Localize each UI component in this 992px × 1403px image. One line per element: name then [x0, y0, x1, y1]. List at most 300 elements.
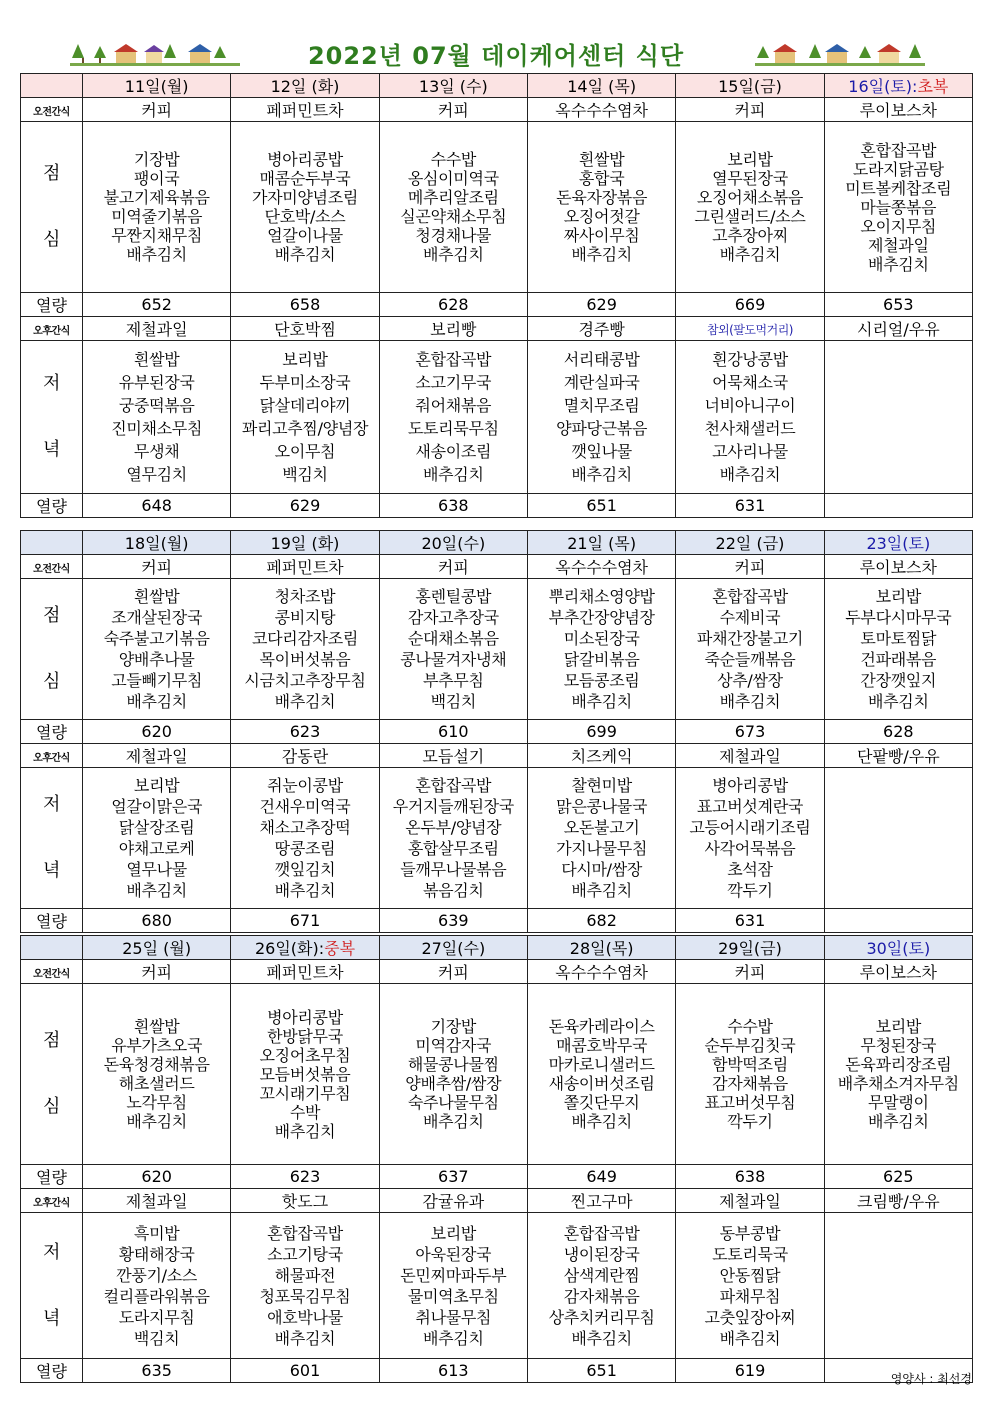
menu-item: 오징어초무침	[259, 1045, 351, 1065]
snack-text: 커피	[141, 101, 173, 120]
calories-label	[21, 494, 83, 518]
menu-item: 배추김치	[719, 245, 781, 264]
snack-text: 제철과일	[719, 747, 781, 766]
calories-cell	[527, 494, 675, 518]
menu-item: 병아리콩밥	[267, 150, 343, 169]
label-char: 점	[42, 605, 61, 626]
menu-item: 새송이조림	[415, 442, 492, 461]
label-char: 저	[42, 794, 61, 815]
dinner-calories-row	[21, 1359, 973, 1383]
snack-text: 제철과일	[125, 747, 188, 766]
lunch-menu-cell	[231, 579, 379, 720]
menu-item: 미소된장국	[563, 629, 640, 648]
date-cell	[231, 531, 379, 555]
snack-text: 페퍼민트차	[266, 558, 344, 577]
row-label: 열량	[36, 912, 67, 931]
menu-item: 배추김치	[274, 881, 336, 900]
calories-cell	[379, 293, 527, 317]
row-label: 열량	[36, 723, 67, 742]
menu-item: 감자고추장국	[407, 608, 499, 627]
calories-cell	[676, 1359, 824, 1383]
menu-item: 다시마/쌈장	[561, 860, 643, 879]
calories-cell	[231, 720, 379, 744]
morning-snack-cell	[231, 98, 379, 122]
menu-item: 맑은콩나물국	[556, 797, 648, 816]
menu-item: 오징어채소볶음	[696, 188, 804, 207]
menu-item: 마카로니샐러드	[548, 1055, 655, 1074]
afternoon-snack-cell	[676, 744, 824, 768]
afternoon-snack-row	[21, 1189, 973, 1213]
menu-item: 배추김치	[719, 465, 781, 484]
menu-item: 배추김치	[571, 1112, 632, 1131]
menu-item: 새송이버섯조림	[548, 1074, 655, 1093]
menu-item: 홍합국	[578, 169, 625, 188]
dinner-label-text	[21, 375, 82, 459]
calories-value: 631	[734, 911, 766, 930]
menu-item: 수박	[289, 1102, 321, 1122]
menu-item: 숙주불고기볶음	[103, 629, 210, 648]
menu-item: 배추김치	[868, 254, 929, 274]
calories-cell	[824, 720, 972, 744]
lunch-label	[21, 984, 83, 1165]
row-label: 오전간식	[33, 564, 70, 575]
menu-item: 순두부김칫국	[704, 1036, 796, 1055]
lunch-menu-cell	[676, 579, 824, 720]
snack-text: 페퍼민트차	[266, 963, 344, 982]
calories-cell	[676, 1165, 824, 1189]
dinner-menu-cell	[824, 768, 972, 909]
snack-text: 참외(팔도먹거리)	[706, 323, 793, 337]
date-cell	[83, 531, 231, 555]
dinner-row	[21, 1213, 973, 1359]
calories-value: 671	[289, 911, 321, 930]
menu-item: 팽이국	[133, 169, 180, 188]
menu-item: 우거지들깨된장국	[392, 797, 514, 816]
snack-text: 크림빵/우유	[856, 1192, 940, 1211]
menu-item: 흰쌀밥	[133, 587, 180, 606]
menu-item: 배추채소겨자무침	[837, 1074, 959, 1093]
menu-item: 닭갈비볶음	[563, 650, 640, 669]
date-label: 16일(토):	[848, 77, 918, 96]
snack-text: 감귤유과	[422, 1192, 485, 1211]
menu-item: 얼갈이나물	[267, 226, 343, 245]
label-char: 점	[42, 1030, 61, 1051]
dinner-label	[21, 768, 83, 909]
calories-value: 623	[289, 722, 321, 741]
menu-item: 홍렌틸콩밥	[415, 587, 492, 606]
lunch-menu-cell	[527, 122, 675, 293]
menu-item: 두부다시마무국	[845, 608, 952, 627]
label-char: 심	[42, 671, 61, 692]
calories-cell	[379, 1359, 527, 1383]
corner-cell	[21, 936, 83, 960]
calories-value: 648	[141, 496, 172, 515]
label-char: 저	[42, 1241, 61, 1263]
menu-item: 미역줄기볶음	[111, 207, 203, 226]
calories-value: 625	[883, 1167, 914, 1186]
menu-item: 옹심이미역국	[407, 169, 499, 188]
snack-text: 제철과일	[125, 320, 188, 339]
morning-snack-cell	[83, 98, 231, 122]
afternoon-snack-cell	[231, 744, 379, 768]
label-char: 녁	[42, 1307, 61, 1329]
menu-item: 궁중떡볶음	[118, 396, 195, 415]
date-label: 19일 (화)	[270, 534, 340, 553]
date-label: 22일 (금)	[715, 534, 785, 553]
dinner-label	[21, 341, 83, 494]
calories-value: 613	[438, 1361, 469, 1380]
menu-item: 계란실파국	[563, 373, 640, 392]
date-cell	[83, 74, 231, 98]
menu-item: 콩비지탕	[274, 608, 336, 627]
row-label: 열량	[36, 296, 67, 315]
menu-item: 얼갈이맑은국	[111, 797, 203, 816]
calories-cell	[83, 720, 231, 744]
lunch-menu-cell	[676, 984, 824, 1165]
menu-item: 파채간장불고기	[696, 629, 804, 648]
menu-item: 돈육청경채볶음	[103, 1055, 210, 1074]
menu-item: 유부된장국	[118, 373, 195, 392]
menu-item: 토마토찜닭	[860, 629, 937, 648]
lunch-menu-cell	[83, 984, 231, 1165]
date-cell	[676, 936, 824, 960]
afternoon-snack-cell	[527, 317, 675, 341]
menu-item: 무청된장국	[860, 1036, 937, 1055]
menu-item: 배추김치	[571, 881, 632, 900]
menu-item: 배추김치	[571, 245, 632, 264]
morning-snack-cell	[824, 98, 972, 122]
calories-cell	[231, 494, 379, 518]
lunch-label-text	[21, 607, 82, 691]
menu-item: 채소고추장떡	[259, 818, 351, 837]
calories-cell	[824, 1165, 972, 1189]
afternoon-snack-cell	[676, 317, 824, 341]
row-label: 열량	[36, 497, 67, 516]
menu-item: 감자채볶음	[563, 1286, 640, 1306]
menu-item: 고등어시래기조림	[689, 818, 811, 837]
menu-item: 배추김치	[126, 1112, 187, 1131]
menu-item: 혼합잡곡밥	[415, 776, 492, 795]
header	[0, 30, 992, 74]
menu-item: 진미채소무침	[111, 419, 203, 438]
calories-value: 673	[734, 722, 766, 741]
menu-item: 청경채나물	[415, 226, 492, 245]
menu-item: 무말랭이	[868, 1093, 929, 1112]
holiday-note: 초복	[917, 77, 949, 96]
menu-item: 온두부/양념장	[405, 818, 502, 837]
menu-item: 배추김치	[423, 1112, 484, 1131]
date-label: 27일(수)	[421, 939, 486, 958]
calories-value: 628	[883, 722, 914, 741]
menu-item: 혼합잡곡밥	[712, 587, 788, 606]
morning-snack-cell	[83, 960, 231, 984]
dinner-menu-cell	[379, 1213, 527, 1359]
menu-item: 미트볼케찹조림	[845, 178, 952, 198]
menu-item: 쥐눈이콩밥	[267, 776, 343, 795]
calories-label	[21, 293, 83, 317]
calories-cell	[824, 909, 972, 933]
snack-text: 커피	[437, 558, 469, 577]
dinner-menu-cell	[379, 341, 527, 494]
morning-snack-cell	[824, 960, 972, 984]
snack-text: 제철과일	[125, 1192, 188, 1211]
menu-item: 시금치고추장무침	[244, 671, 366, 690]
dinner-menu-cell	[676, 1213, 824, 1359]
menu-item: 도라지무침	[118, 1307, 195, 1327]
menu-item: 삼색계란찜	[563, 1265, 640, 1285]
morning-snack-cell	[83, 555, 231, 579]
calories-cell	[379, 909, 527, 933]
morning-snack-cell	[527, 555, 675, 579]
dinner-menu-cell	[231, 768, 379, 909]
menu-item: 백김치	[133, 1328, 180, 1348]
menu-item: 그린샐러드/소스	[694, 207, 806, 226]
menu-item: 닭살장조림	[118, 818, 195, 837]
snack-text: 단호박찜	[274, 320, 336, 339]
snack-text: 커피	[734, 558, 766, 577]
menu-item: 콩나물겨자냉채	[400, 650, 507, 669]
calories-cell	[676, 494, 824, 518]
menu-item: 단호박/소스	[264, 207, 346, 226]
calories-cell	[83, 1359, 231, 1383]
date-cell	[824, 936, 972, 960]
menu-item: 조개살된장국	[111, 608, 203, 627]
lunch-row	[21, 122, 973, 293]
calories-label	[21, 1359, 83, 1383]
menu-item: 열무김치	[126, 465, 187, 484]
calories-cell	[379, 720, 527, 744]
menu-item: 제철과일	[868, 235, 929, 255]
menu-item: 닭살데리야끼	[259, 396, 351, 415]
snack-text: 루이보스차	[859, 101, 937, 120]
calories-cell	[231, 1359, 379, 1383]
calories-cell	[379, 1165, 527, 1189]
menu-item: 해물파전	[274, 1265, 336, 1285]
dinner-row	[21, 768, 973, 909]
menu-item: 배추김치	[719, 692, 781, 711]
menu-item: 유부가츠오국	[111, 1036, 203, 1055]
calories-value: 631	[734, 496, 766, 515]
calories-value: 682	[586, 911, 617, 930]
date-label: 30일(토)	[866, 939, 931, 958]
row-label: 오후간식	[33, 753, 70, 764]
snack-text: 커피	[141, 558, 173, 577]
lunch-calories-row	[21, 1165, 973, 1189]
menu-item: 취나물무침	[415, 1307, 492, 1327]
menu-item: 청차조밥	[274, 587, 336, 606]
lunch-menu-cell	[379, 984, 527, 1165]
menu-item: 미역감자국	[415, 1036, 492, 1055]
morning-snack-cell	[824, 555, 972, 579]
calories-cell	[83, 1165, 231, 1189]
village-decoration-right-icon	[755, 40, 925, 66]
date-cell	[527, 531, 675, 555]
menu-item: 기장밥	[430, 1017, 477, 1036]
date-label: 18일(월)	[124, 534, 189, 553]
dinner-menu-cell	[83, 341, 231, 494]
lunch-label-text	[21, 1032, 82, 1116]
snack-text: 감동란	[281, 747, 329, 766]
calories-value: 635	[141, 1361, 172, 1380]
afternoon-snack-row	[21, 317, 973, 341]
menu-item: 배추김치	[274, 1328, 336, 1348]
snack-text: 경주빵	[578, 320, 625, 339]
calories-cell	[527, 909, 675, 933]
date-label: 21일 (목)	[567, 534, 637, 553]
menu-item: 꽈리고추찜/양념장	[241, 419, 369, 438]
menu-item: 병아리콩밥	[712, 776, 788, 795]
menu-item: 냉이된장국	[563, 1244, 640, 1264]
menu-item: 땅콩조림	[274, 839, 336, 858]
menu-item: 흰쌀밥	[133, 1017, 180, 1036]
label-char: 저	[42, 373, 61, 394]
afternoon-snack-row	[21, 744, 973, 768]
lunch-menu-cell	[379, 579, 527, 720]
menu-item: 메추리알조림	[407, 188, 499, 207]
menu-item: 도토리묵국	[712, 1244, 788, 1264]
menu-item: 배추김치	[126, 245, 187, 264]
date-header-row	[21, 531, 973, 555]
morning-snack-cell	[676, 555, 824, 579]
menu-item: 순대채소볶음	[407, 629, 499, 648]
dinner-calories-row	[21, 909, 973, 933]
date-label: 26일(화):	[254, 939, 325, 958]
menu-item: 뿌리채소영양밥	[548, 587, 655, 606]
menu-item: 한방닭무국	[267, 1026, 343, 1046]
dinner-menu-cell	[824, 341, 972, 494]
menu-item: 배추김치	[423, 245, 484, 264]
menu-item: 기장밥	[133, 150, 180, 169]
calories-cell	[83, 909, 231, 933]
calories-value: 639	[438, 911, 469, 930]
dinner-menu-cell	[231, 341, 379, 494]
menu-item: 노각무침	[126, 1093, 187, 1112]
dinner-menu-cell	[527, 341, 675, 494]
date-cell	[824, 531, 972, 555]
calories-cell	[379, 494, 527, 518]
label-char: 심	[42, 1096, 61, 1117]
menu-item: 흰쌀밥	[578, 150, 625, 169]
menu-item: 건새우미역국	[259, 797, 351, 816]
date-cell	[379, 74, 527, 98]
dinner-label-text	[21, 796, 82, 880]
dinner-menu-cell	[83, 1213, 231, 1359]
afternoon-snack-cell	[379, 1189, 527, 1213]
calories-value: 601	[289, 1361, 321, 1380]
menu-item: 모듬콩조림	[563, 671, 640, 690]
menu-item: 쫄깃단무지	[563, 1093, 640, 1112]
afternoon-snack-cell	[824, 317, 972, 341]
menu-item: 감자채볶음	[712, 1074, 788, 1093]
afternoon-snack-cell	[83, 1189, 231, 1213]
calories-cell	[527, 1165, 675, 1189]
afternoon-snack-label	[21, 317, 83, 341]
menu-item: 물미역초무침	[407, 1286, 499, 1306]
date-label: 13일 (수)	[418, 77, 488, 96]
date-label: 20일(수)	[421, 534, 486, 553]
menu-item: 오징어젓갈	[563, 207, 640, 226]
morning-snack-row	[21, 555, 973, 579]
calories-cell	[231, 1165, 379, 1189]
menu-item: 고춧잎장아찌	[704, 1307, 796, 1327]
menu-item: 혼합잡곡밥	[415, 350, 492, 369]
snack-text: 페퍼민트차	[266, 101, 344, 120]
dinner-menu-cell	[824, 1213, 972, 1359]
menu-item: 깍두기	[727, 881, 773, 900]
morning-snack-label	[21, 555, 83, 579]
menu-item: 배추김치	[571, 465, 632, 484]
snack-text: 시리얼/우유	[856, 320, 940, 339]
morning-snack-cell	[676, 960, 824, 984]
calories-value: 680	[141, 911, 172, 930]
lunch-row	[21, 579, 973, 720]
menu-item: 두부미소장국	[259, 373, 351, 392]
calories-value: 638	[438, 496, 469, 515]
date-label: 12일 (화)	[270, 77, 340, 96]
snack-text: 옥수수수염차	[555, 558, 649, 577]
snack-text: 보리빵	[430, 320, 477, 339]
afternoon-snack-cell	[824, 744, 972, 768]
row-label: 오전간식	[33, 969, 70, 980]
date-cell	[83, 936, 231, 960]
snack-text: 커피	[734, 101, 766, 120]
menu-item: 수수밥	[430, 150, 477, 169]
menu-item: 죽순들깨볶음	[704, 650, 796, 669]
menu-item: 열무된장국	[712, 169, 788, 188]
calories-value: 669	[734, 295, 766, 314]
menu-item: 해물콩나물찜	[407, 1055, 499, 1074]
date-label: 23일(토)	[866, 534, 931, 553]
menu-item: 볶음김치	[423, 881, 484, 900]
lunch-menu-cell	[83, 122, 231, 293]
afternoon-snack-cell	[379, 744, 527, 768]
date-cell	[379, 531, 527, 555]
dinner-calories-row	[21, 494, 973, 518]
menu-item: 흰강낭콩밥	[712, 350, 788, 369]
afternoon-snack-cell	[231, 1189, 379, 1213]
calories-cell	[824, 293, 972, 317]
dinner-row	[21, 341, 973, 494]
menu-item: 멸치무조림	[563, 396, 640, 415]
menu-item: 찰현미밥	[571, 776, 632, 795]
menu-item: 홍합살무조림	[407, 839, 499, 858]
menu-item: 애호박나물	[267, 1307, 343, 1327]
lunch-menu-cell	[527, 579, 675, 720]
morning-snack-row	[21, 960, 973, 984]
menu-item: 고추장아찌	[712, 226, 788, 245]
menu-item: 혼합잡곡밥	[267, 1223, 343, 1243]
menu-item: 야채고로케	[118, 839, 195, 858]
menu-item: 어묵채소국	[712, 373, 788, 392]
menu-item: 오돈불고기	[563, 818, 640, 837]
dinner-menu-cell	[676, 768, 824, 909]
morning-snack-cell	[231, 555, 379, 579]
menu-item: 함박떡조림	[712, 1055, 788, 1074]
calories-value: 620	[141, 1167, 172, 1186]
morning-snack-row	[21, 98, 973, 122]
lunch-menu-cell	[231, 984, 379, 1165]
menu-item: 코다리감자조림	[251, 629, 359, 648]
label-char: 녁	[42, 439, 61, 460]
date-header-row	[21, 74, 973, 98]
date-cell	[824, 74, 972, 98]
menu-item: 간장깻잎지	[860, 671, 937, 690]
afternoon-snack-cell	[676, 1189, 824, 1213]
menu-item: 흑미밥	[133, 1223, 180, 1243]
menu-item: 배추김치	[423, 1328, 484, 1348]
menu-item: 너비아니구이	[704, 396, 796, 415]
date-cell	[527, 74, 675, 98]
